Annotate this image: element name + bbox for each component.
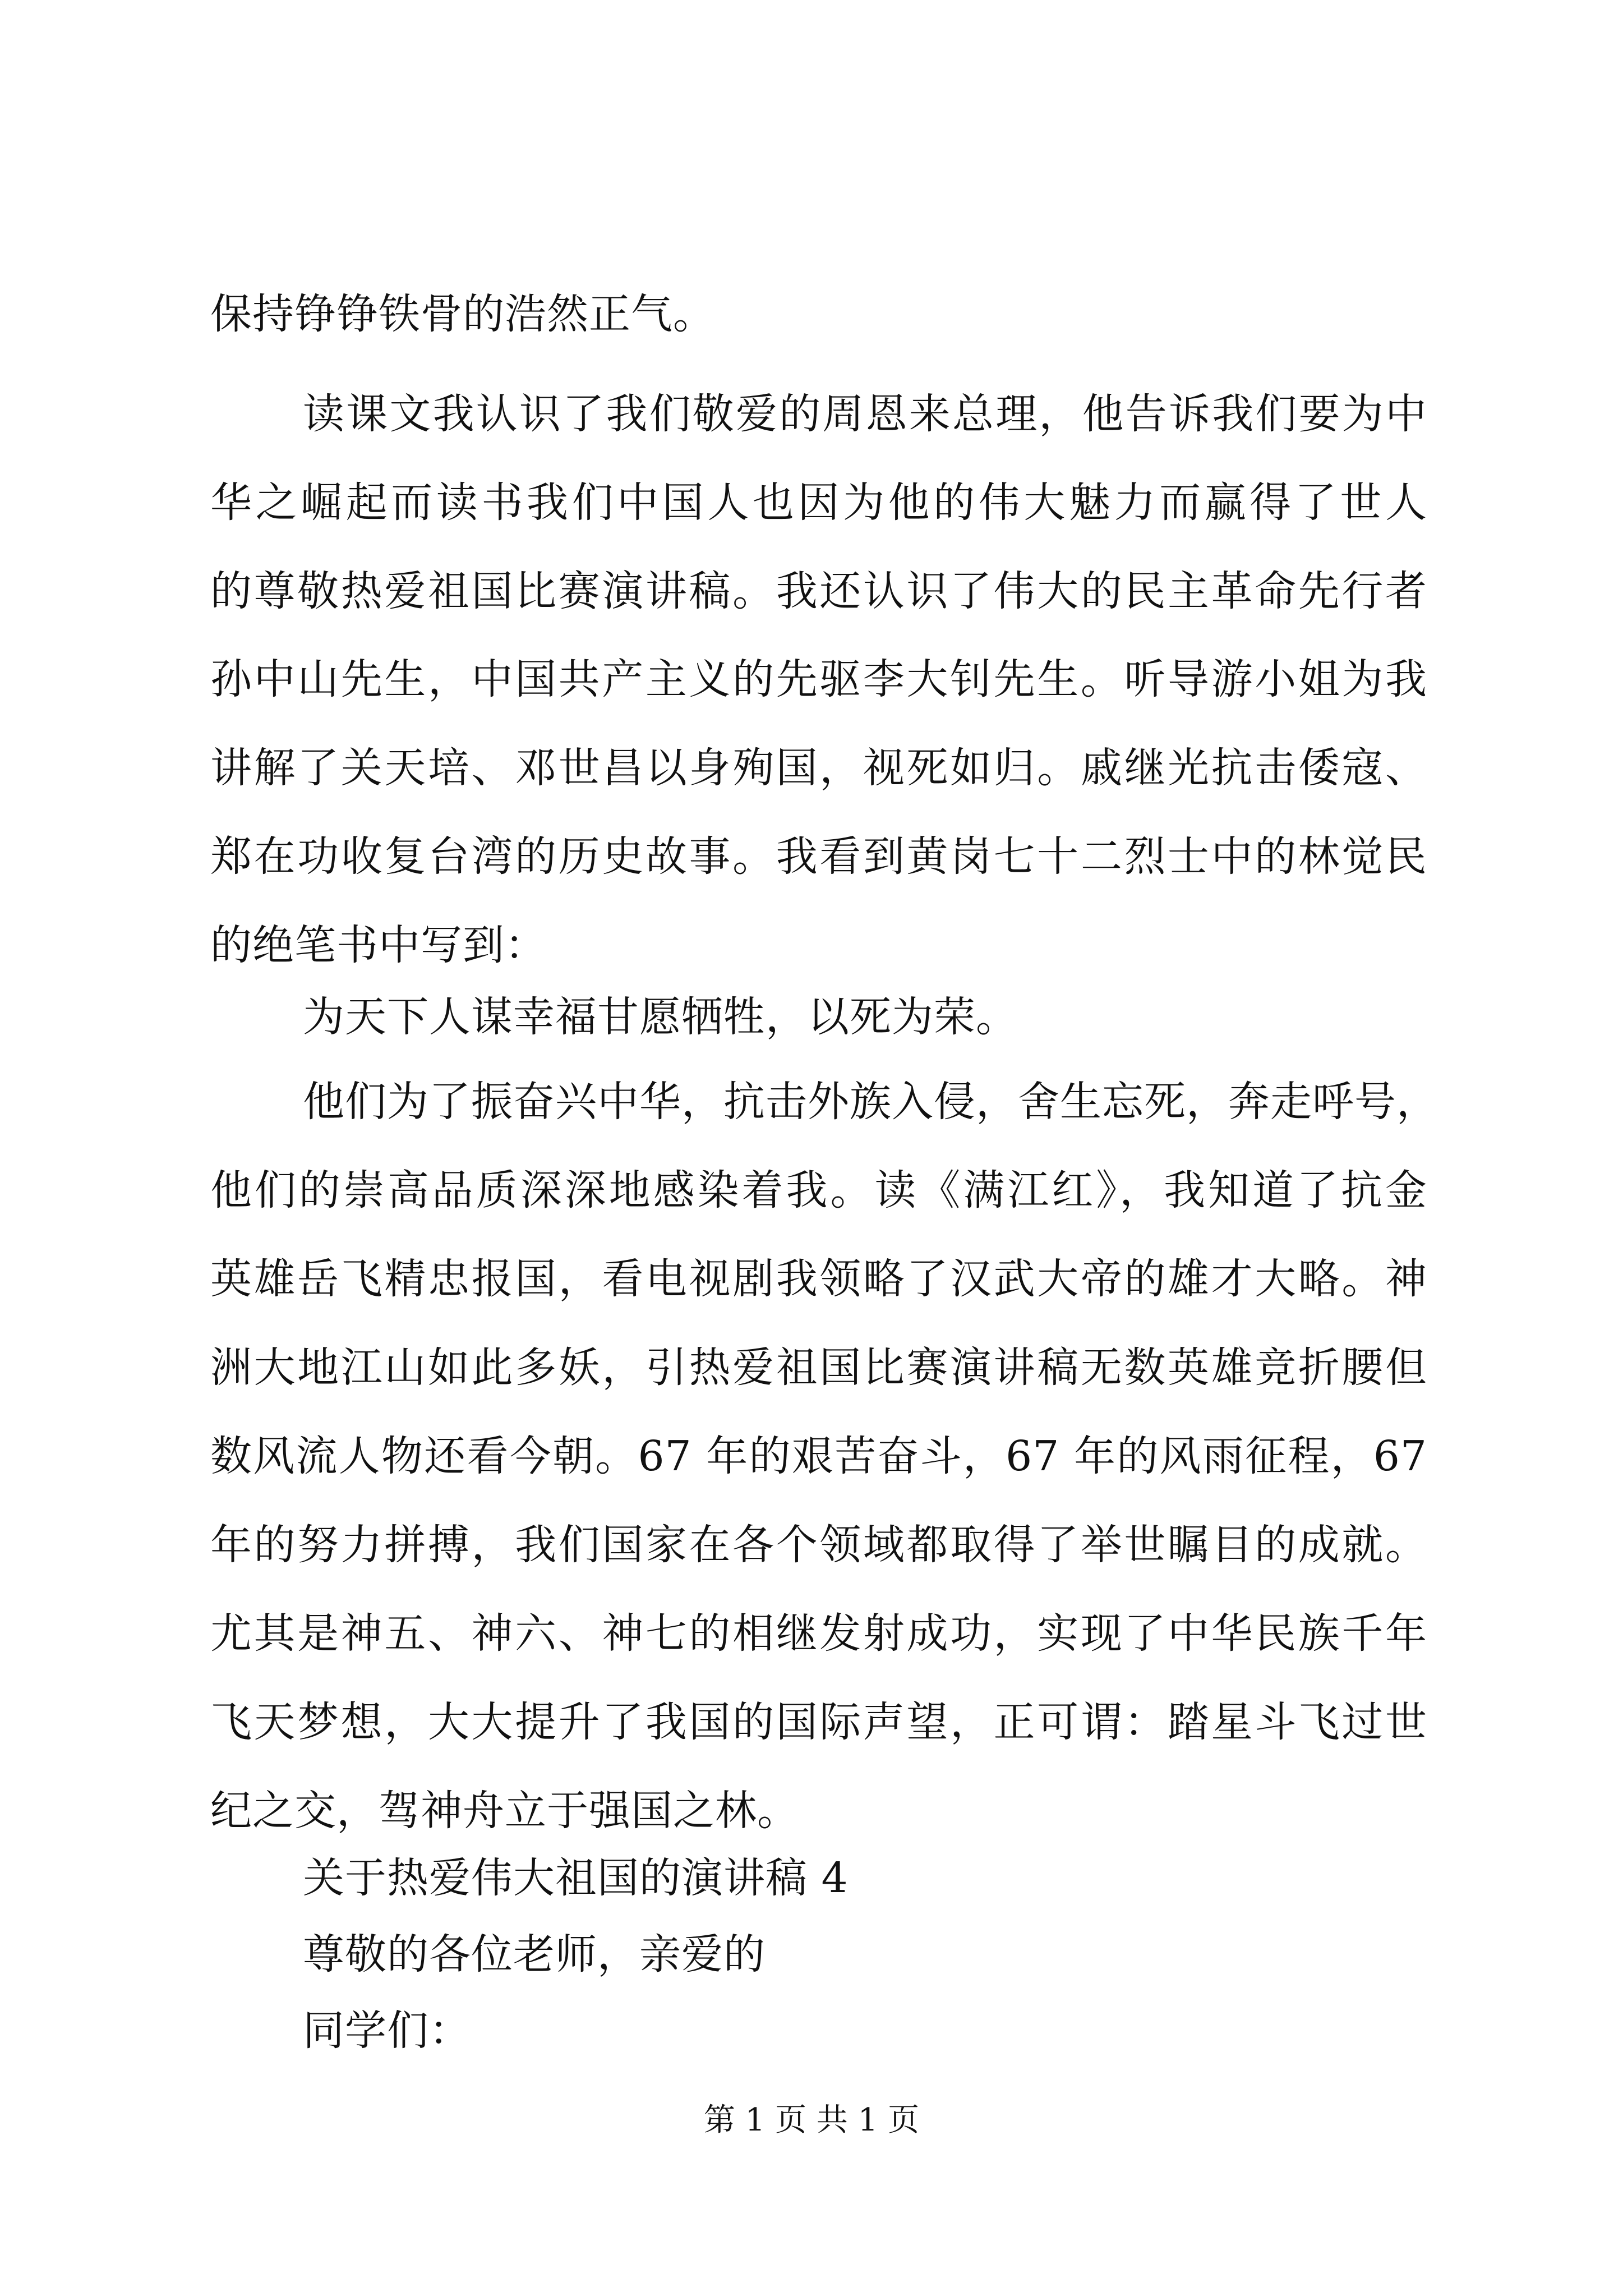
text-line: 保持铮铮铁骨的浩然正气。 [210, 290, 715, 338]
text-line: 郑在功收复台湾的历史故事。我看到黄岗七十二烈士中的林觉民 [210, 832, 1427, 881]
salutation-line: 同学们： [303, 2007, 471, 2055]
text-line: 数风流人物还看今朝。67 年的艰苦奋斗，67 年的风雨征程，67 [210, 1432, 1427, 1480]
paragraph-2-line: 他们为了振奋兴中华，抗击外族入侵，舍生忘死，奔走呼号， [303, 1078, 1438, 1126]
quote-line: 为天下人谋幸福甘愿牺牲，以死为荣。 [303, 993, 1018, 1041]
text-line: 洲大地江山如此多妖，引热爱祖国比赛演讲稿无数英雄竞折腰但 [210, 1343, 1427, 1392]
page-footer: 第 1 页 共 1 页 [703, 2102, 920, 2138]
text-line: 尤其是神五、神六、神七的相继发射成功，实现了中华民族千年 [210, 1609, 1427, 1658]
text-line: 纪之交，驾神舟立于强国之林。 [210, 1787, 799, 1835]
text-line: 年的努力拼搏，我们国家在各个领域都取得了举世瞩目的成就。 [210, 1521, 1427, 1569]
text-line: 讲解了关天培、邓世昌以身殉国，视死如归。戚继光抗击倭寇、 [210, 744, 1427, 792]
text-line: 的尊敬热爱祖国比赛演讲稿。我还认识了伟大的民主革命先行者 [210, 567, 1427, 615]
salutation-line: 尊敬的各位老师，亲爱的 [303, 1930, 766, 1978]
paragraph-1-line: 读课文我认识了我们敬爱的周恩来总理，他告诉我们要为中 [303, 390, 1427, 438]
text-line: 的绝笔书中写到： [210, 921, 547, 969]
text-line: 华之崛起而读书我们中国人也因为他的伟大魅力而赢得了世人 [210, 478, 1427, 527]
text-line: 飞天梦想，大大提升了我国的国际声望，正可谓：踏星斗飞过世 [210, 1698, 1427, 1746]
text-line: 英雄岳飞精忠报国，看电视剧我领略了汉武大帝的雄才大略。神 [210, 1255, 1427, 1303]
text-line: 他们的崇高品质深深地感染着我。读《满江红》，我知道了抗金 [210, 1166, 1427, 1214]
section-heading: 关于热爱伟大祖国的演讲稿 4 [303, 1854, 849, 1902]
text-line: 孙中山先生，中国共产主义的先驱李大钊先生。听导游小姐为我 [210, 655, 1427, 703]
